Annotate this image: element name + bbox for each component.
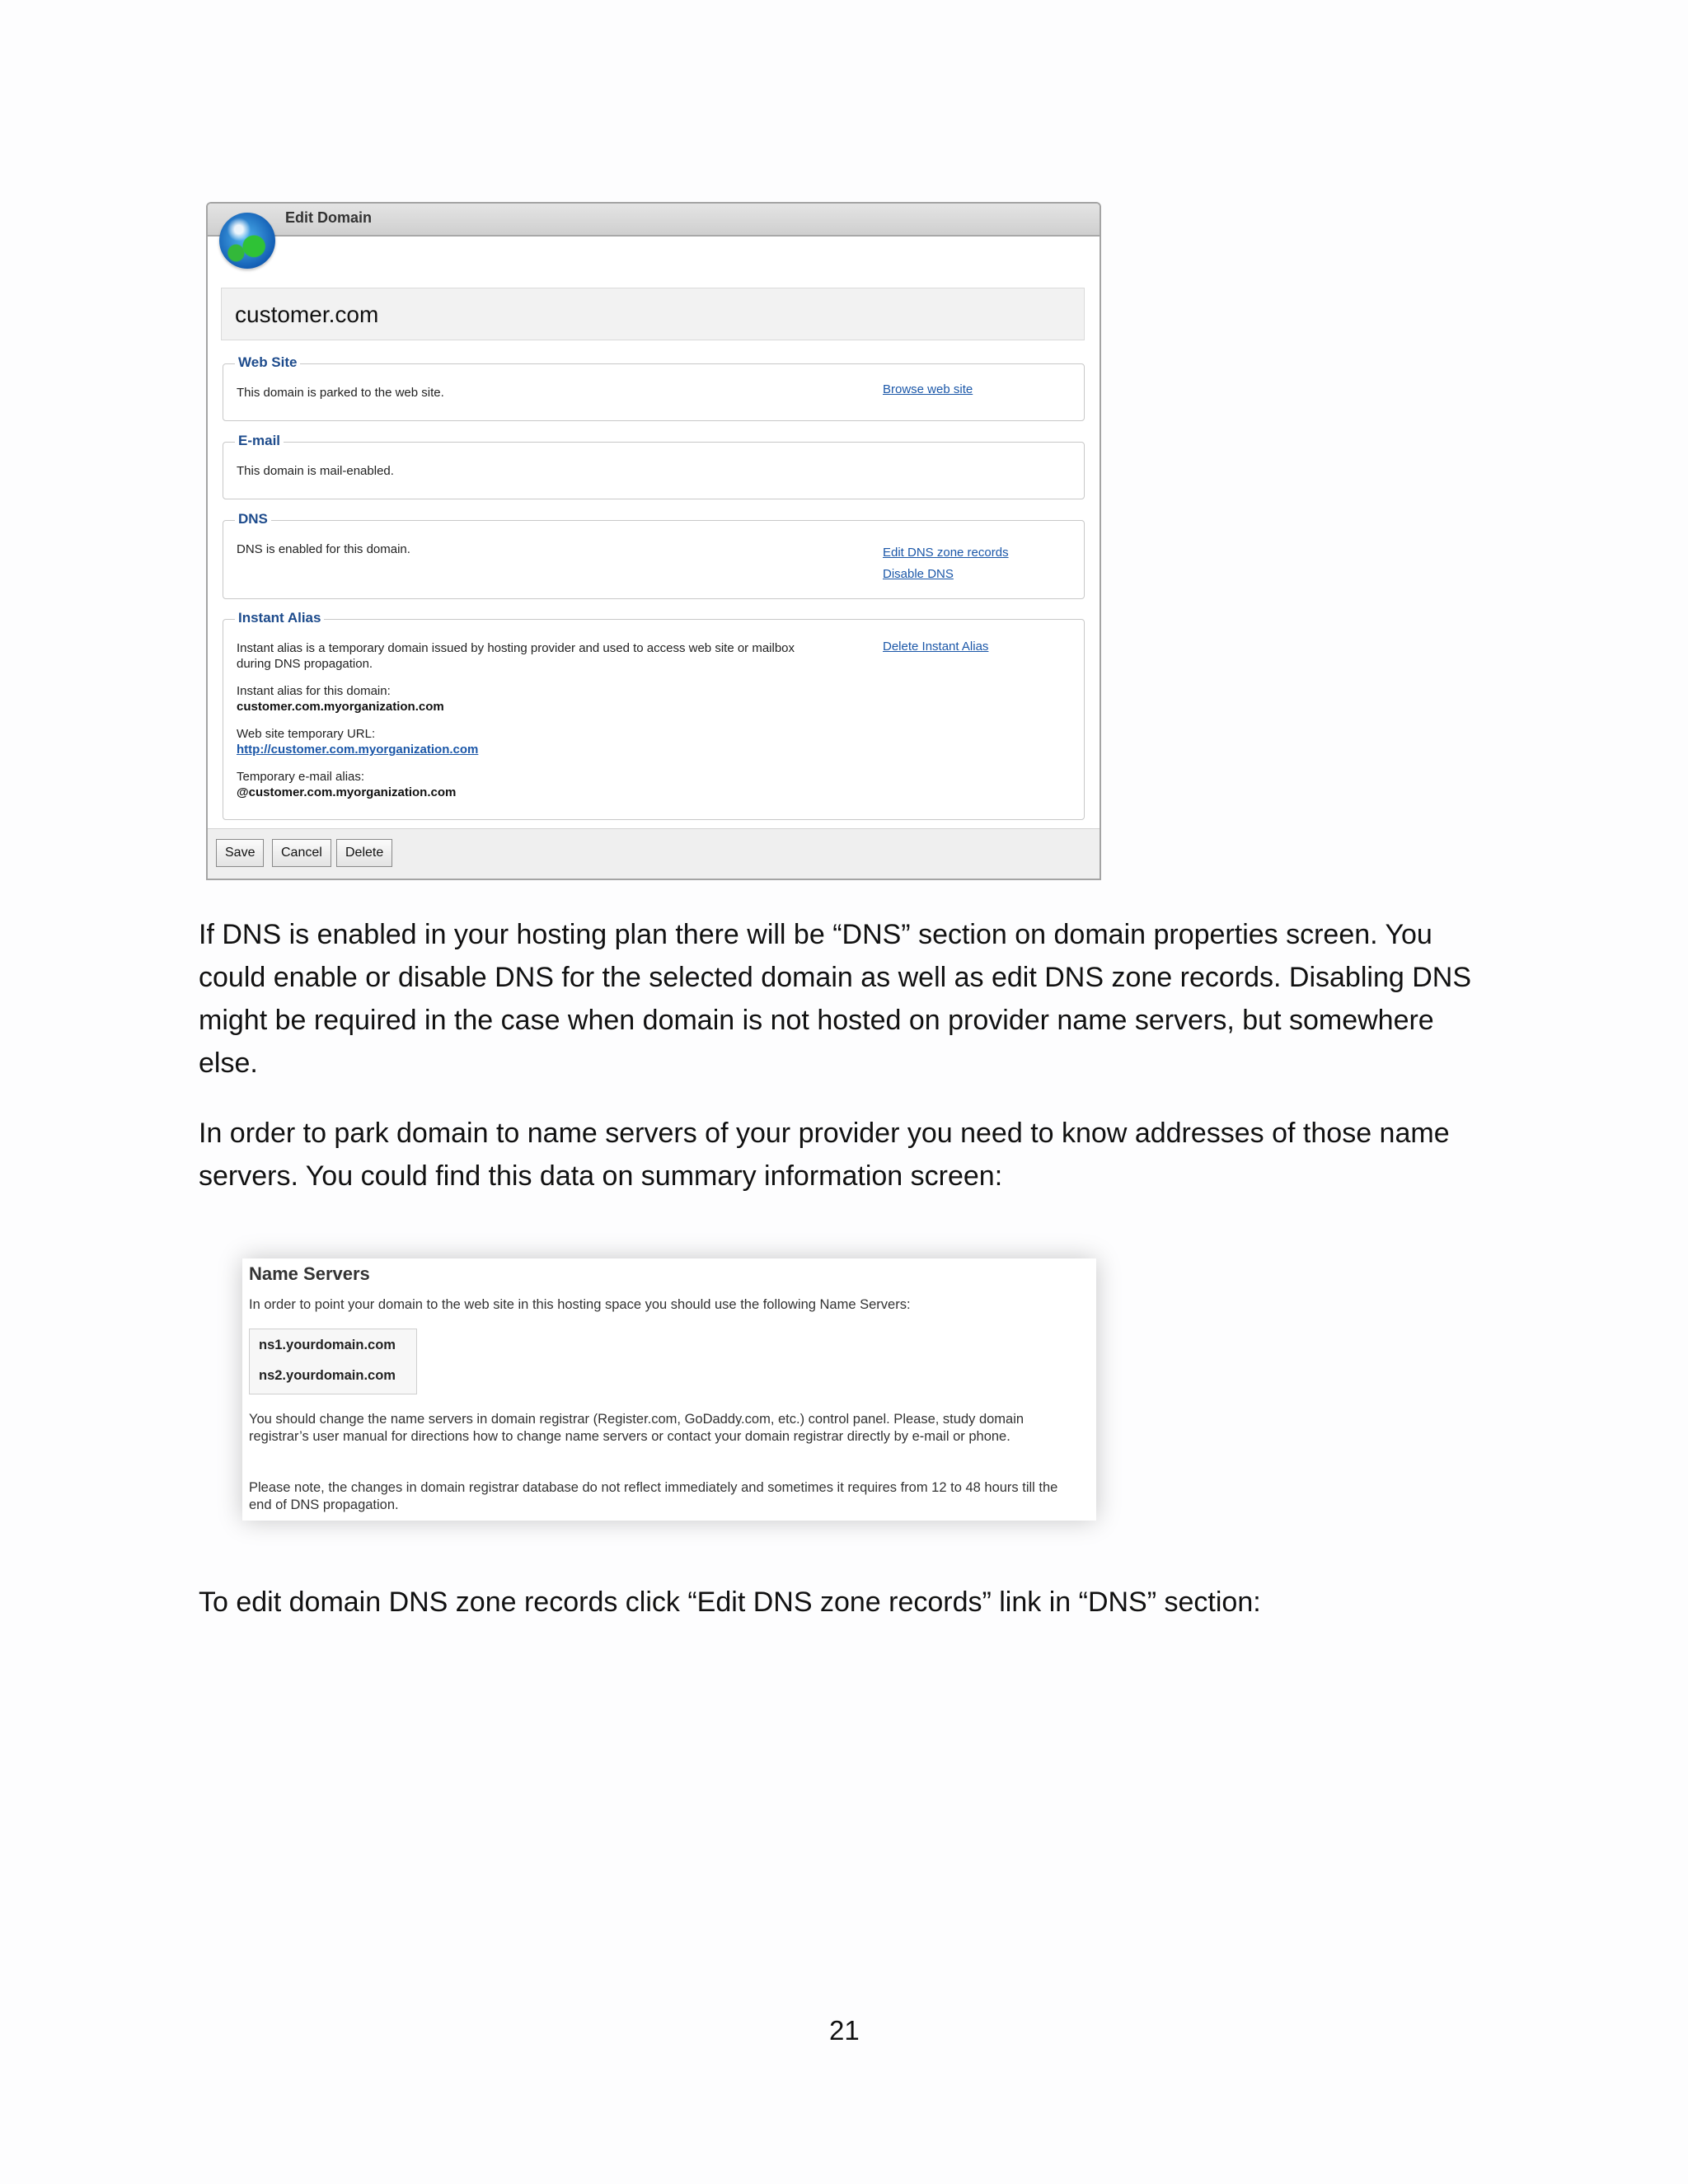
dns-section — [223, 511, 1085, 599]
email-status: This domain is mail-enabled. — [237, 464, 394, 478]
panel-title: Edit Domain — [285, 209, 373, 226]
email-section — [223, 433, 1085, 499]
temporary-url-link[interactable]: http://customer.com.myorganization.com — [237, 743, 479, 757]
edit-domain-screenshot — [206, 202, 1101, 880]
name-servers-intro: In order to point your domain to the web site in this hosting space you should use the following Name Servers: — [249, 1297, 911, 1312]
web-site-section — [223, 354, 1085, 421]
browse-web-site-link[interactable]: Browse web site — [883, 382, 973, 396]
paragraph-dns-section: If DNS is enabled in your hosting plan there will be “DNS” section on domain properties screen. You could enable or disable DNS for the selected domain as well as edit DNS zone records. Disabling DNS might be required in the case when domain is not hosted on provider name servers, but somewhere else. — [199, 919, 1471, 1079]
instant-alias-desc-line1: Instant alias is a temporary domain issued by hosting provider and used to access web site or mailbox — [237, 641, 795, 655]
email-legend: E-mail — [235, 433, 284, 449]
alias-value: customer.com.myorganization.com — [237, 700, 444, 714]
dns-legend: DNS — [235, 511, 271, 527]
save-button[interactable]: Save — [216, 839, 264, 867]
name-servers-screenshot — [242, 1258, 1096, 1521]
domain-name-bar — [221, 288, 1085, 340]
paragraph-park-domain: In order to park domain to name servers of your provider you need to know addresses of those name servers. You could find this data on summary information screen: — [199, 1118, 1450, 1192]
alias-label: Instant alias for this domain: — [237, 684, 391, 698]
cancel-button[interactable]: Cancel — [272, 839, 331, 867]
edit-dns-zone-records-link[interactable]: Edit DNS zone records — [883, 546, 1009, 560]
instant-alias-section — [223, 610, 1085, 820]
web-site-legend: Web Site — [235, 354, 300, 371]
email-alias-label: Temporary e-mail alias: — [237, 770, 365, 784]
globe-icon — [219, 213, 275, 269]
email-alias-value: @customer.com.myorganization.com — [237, 785, 457, 799]
delete-button[interactable]: Delete — [336, 839, 392, 867]
panel-header — [208, 204, 1100, 237]
name-servers-note-1: You should change the name servers in domain registrar (Register.com, GoDaddy.com, etc.) control panel. Please, study domain registrar’s user manual for directions how to change name servers or contact your domain registrar directly by e-mail or phone. — [249, 1412, 1025, 1444]
domain-name: customer.com — [235, 302, 379, 327]
web-site-status: This domain is parked to the web site. — [237, 386, 444, 400]
dns-status: DNS is enabled for this domain. — [237, 542, 410, 556]
name-servers-list — [249, 1329, 417, 1394]
delete-instant-alias-link[interactable]: Delete Instant Alias — [883, 640, 989, 654]
instant-alias-legend: Instant Alias — [235, 610, 324, 626]
panel-footer — [208, 828, 1100, 879]
name-servers-note-2: Please note, the changes in domain registrar database do not reflect immediately and sometimes it requires from 12 to 48 hours till the end of DNS propagation. — [249, 1480, 1058, 1512]
name-server-1: ns1.yourdomain.com — [259, 1338, 396, 1352]
name-servers-title: Name Servers — [249, 1263, 370, 1284]
instant-alias-desc-line2: during DNS propagation. — [237, 657, 373, 671]
paragraph-edit-dns: To edit domain DNS zone records click “Edit DNS zone records” link in “DNS” section: — [199, 1586, 1261, 1618]
disable-dns-link[interactable]: Disable DNS — [883, 567, 954, 581]
url-label: Web site temporary URL: — [237, 727, 376, 741]
page-number: 21 — [829, 2015, 860, 2046]
name-server-2: ns2.yourdomain.com — [259, 1368, 396, 1383]
